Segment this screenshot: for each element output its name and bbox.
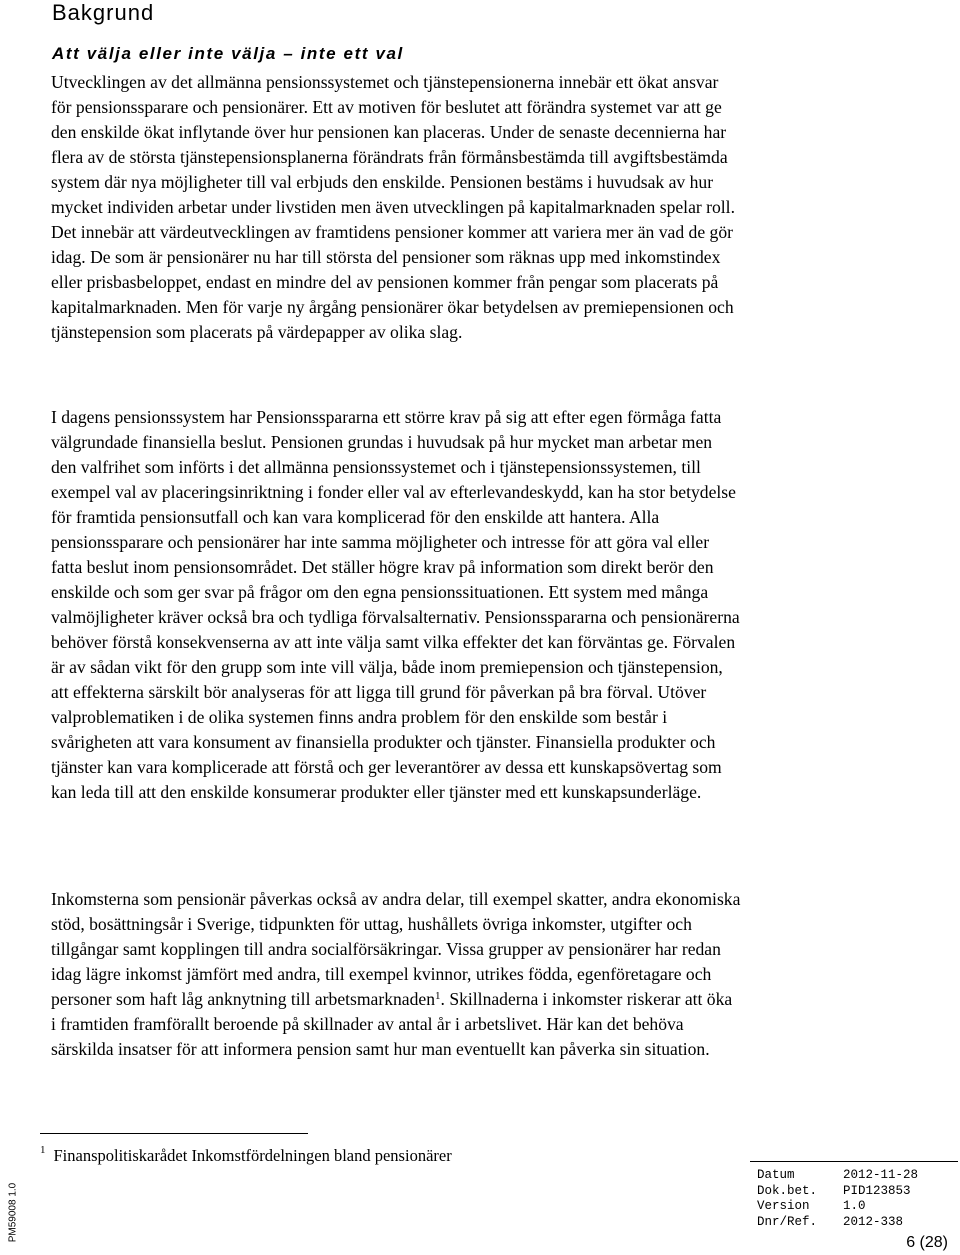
footnote-divider	[40, 1133, 308, 1134]
metadata-row-doc-id	[757, 1184, 918, 1200]
paragraph-3-text-before-ref: Inkomsterna som pensionär påverkas också av andra delar, till exempel skatter, andra ekonomiska stöd, bosättningsår i Sverige, tidpunkten för uttag, hushållets övriga inkomster, utgifter och tillgångar samt kopplingen till andra socialförsäkringar. Vissa grupper av pensionärer har redan idag lägre inkomst jämfört med andra, till exempel kvinnor, utrikes födda, egenföretagare och personer som haft låg anknytning till arbetsmarknaden	[51, 889, 741, 1009]
paragraph-3-text-after-ref: . Skillnaderna i inkomster riskerar att öka i framtiden framförallt beroende på skillnader av antal år i arbetslivet. Här kan det behöva särskilda insatser för att informera pension samt hur man eventuellt kan påverka sin situation.	[51, 989, 733, 1059]
metadata-label: Dok.bet.	[757, 1183, 818, 1198]
metadata-value: 2012-338	[843, 1214, 904, 1229]
page-number: 6 (28)	[906, 1234, 948, 1251]
footnote-reference: 1	[435, 990, 441, 1002]
metadata-value: 2012-11-28	[843, 1168, 919, 1182]
section-subheading: Att välja eller inte välja – inte ett val	[52, 44, 404, 63]
footnote-number: 1	[40, 1144, 46, 1156]
footnote	[40, 1139, 452, 1167]
metadata-value: PID123853	[843, 1183, 911, 1198]
metadata-label: Datum	[757, 1168, 795, 1182]
form-id-label: PM59008 1.0	[7, 1182, 19, 1243]
section-heading: Bakgrund	[52, 0, 155, 25]
metadata-row-version	[757, 1199, 918, 1215]
metadata-divider	[750, 1161, 958, 1162]
metadata-label: Dnr/Ref.	[757, 1214, 818, 1229]
footnote-text: Finanspolitiskarådet Inkomstfördelningen bland pensionärer	[53, 1146, 452, 1165]
body-paragraph-2: I dagens pensionssystem har Pensionsspararna ett större krav på sig att efter egen förmåga fatta välgrundade finansiella beslut. Pensionen grundas i huvudsak på hur mycket man arbetar men den valfrihet som införts i det allmänna pensionssystemet och i tjänstepensionssystemen, till exempel val av placeringsinriktning i fonder eller val av efterlevandeskydd, kan ha stor betydelse för framtida pensionsutfall och kan vara komplicerad för den enskilde att hantera. Alla pensionssparare och pensionärer har inte samma möjligheter och intresse för att göra val eller fatta beslut inom pensionsområdet. Det ställer högre krav på information som direkt berör den enskilde och som ger svar på frågor om den egna pensionssituationen. Ett system med många valmöjligheter kräver också bra och tydliga förvalsalternativ. Pensionsspararna och pensionärerna behöver förstå konsekvenserna av att inte välja samt vilka effekter det kan förväntas ge. Förvalen är av sådan vikt för den grupp som inte vill välja, både inom premiepension och tjänstepension, att effekterna särskilt bör analyseras för att ligga till grund för påverkan på bra förval. Utöver valproblematiken i de olika systemen finns andra problem för den enskilde som består i svårigheten att vara konsument av finansiella produkter och tjänster. Finansiella produkter och tjänster kan vara komplicerade att förstå och ger leverantörer av dessa ett kunskapsövertag som kan leda till att den enskilde konsumerar produkter eller tjänster med ett kunskapsunderläge.	[51, 407, 740, 802]
metadata-value: 1.0	[843, 1199, 866, 1213]
body-paragraph-1: Utvecklingen av det allmänna pensionssystemet och tjänstepensionerna innebär ett ökat ansvar för pensionssparare och pensionärer. Ett av motiven för beslutet att förändra systemet var att ge den enskilde ökat inflytande över hur pensionen kan placeras. Under de senaste decennierna har flera av de största tjänstepensionsplanerna förändrats från förmånsbestämda till avgiftsbestämda system där nya möjligheter till val erbjuds den enskilde. Pensionen bestäms i huvudsak av hur mycket individen arbetar under livstiden men även utvecklingen på kapitalmarknaden spelar roll. Det innebär att värdeutvecklingen av framtidens pensioner kommer att variera mer än vad de gör idag. De som är pensionärer nu har till största del pensioner som räknas upp med inkomstindex eller prisbasbeloppet, endast en mindre del av pensionen kommer från pengar som placerats på kapitalmarknaden. Men för varje ny årgång pensionärer ökar betydelsen av premiepensionen och tjänstepension som placerats på värdepapper av olika slag.	[51, 72, 735, 342]
metadata-row-reference	[757, 1215, 918, 1231]
body-paragraph-3	[51, 887, 741, 1062]
document-metadata	[757, 1168, 918, 1230]
metadata-label: Version	[757, 1199, 810, 1213]
metadata-row-date	[757, 1168, 918, 1184]
